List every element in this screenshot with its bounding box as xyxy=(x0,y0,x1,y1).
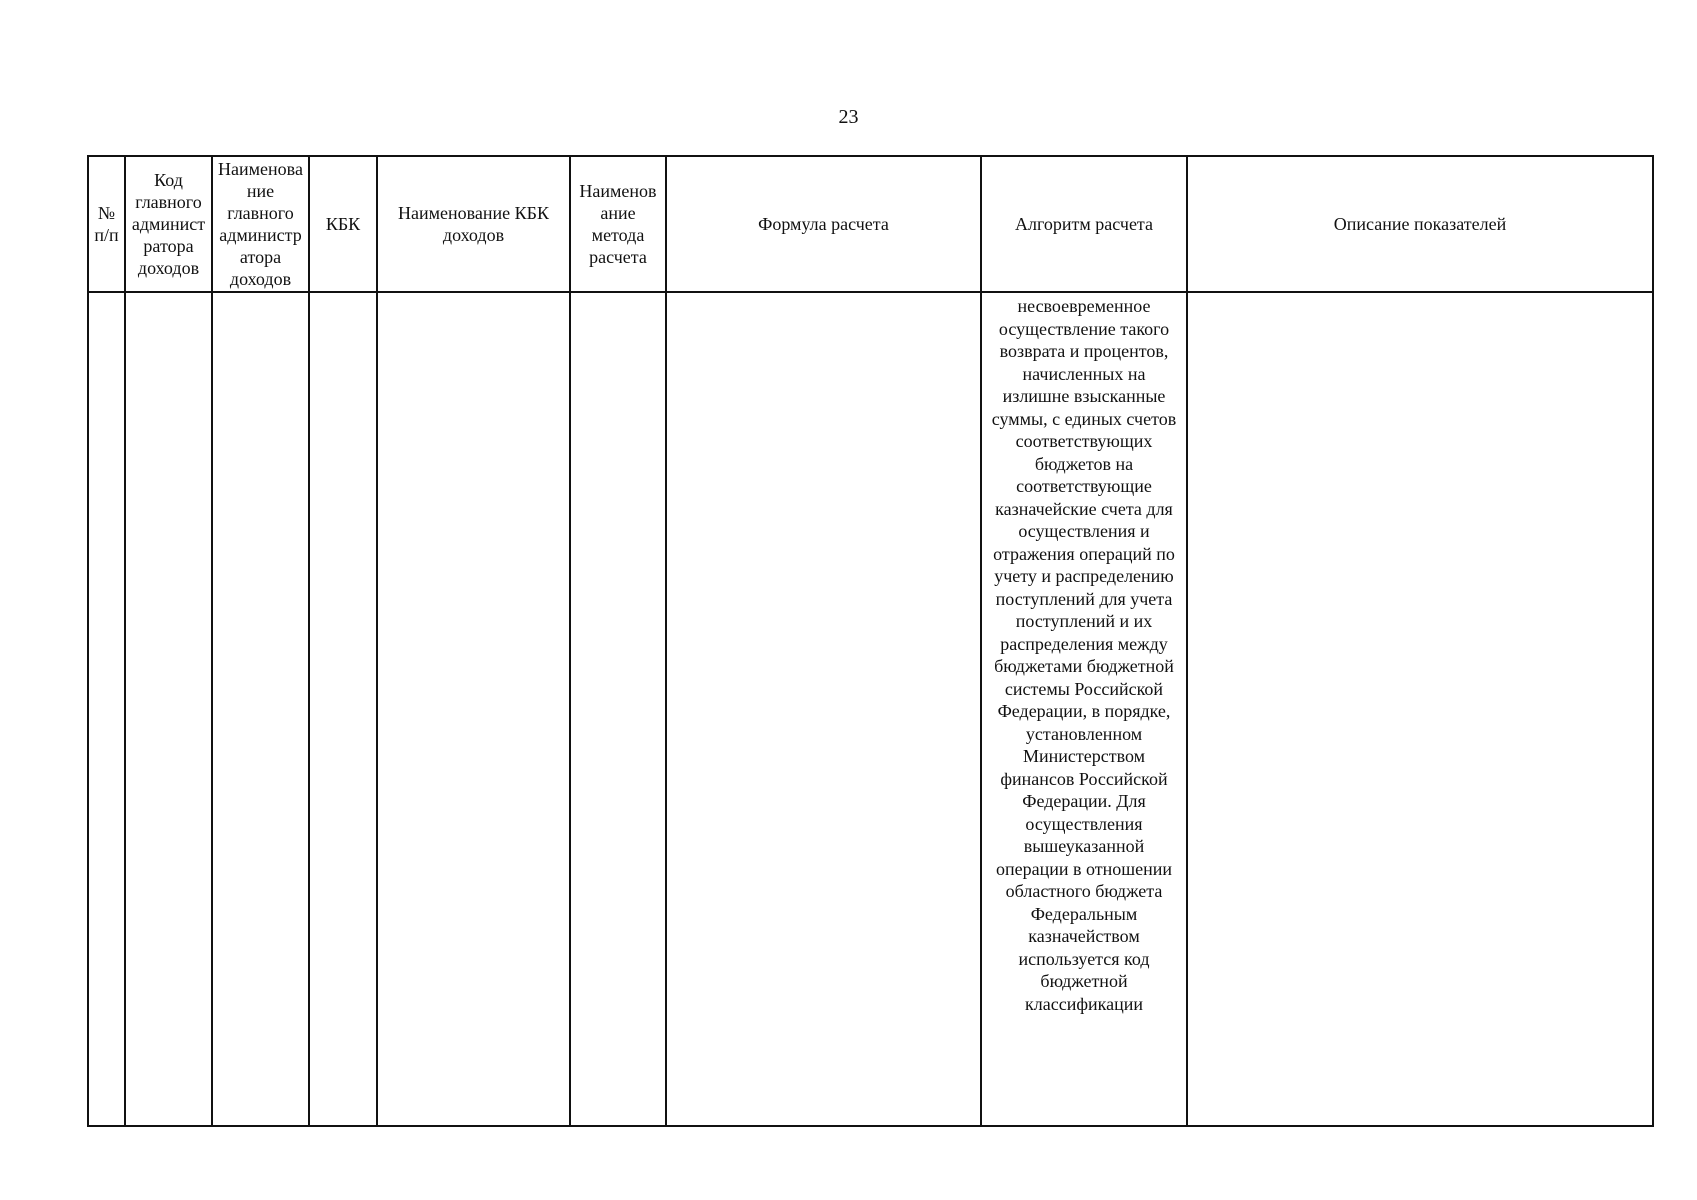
header-cell-kbk-name xyxy=(377,156,570,292)
header-admin-code-label: Код главного админист ратора доходов xyxy=(131,170,206,278)
cell-method-name xyxy=(570,292,666,1126)
algorithm-text: несвоевременное осуществление такого возврата и процентов, начисленных на излишне взысканные суммы, с единых счетов соответствующих бюджетов на соответствующие казначейские счета для осуществления и отражения операций по учету и распределению поступлений для учета поступлений и их распределения между бюджетами бюджетной системы Российской Федерации, в порядке, установленном Министерством финансов Российской Федерации. Для осуществления вышеуказанной операции в отношении областного бюджета Федеральным казначейством используется код бюджетной классификации xyxy=(991,296,1177,1014)
cell-admin-name xyxy=(212,292,309,1126)
header-cell-method-name xyxy=(570,156,666,292)
cell-algorithm xyxy=(981,292,1187,1126)
header-cell-admin-name xyxy=(212,156,309,292)
table-header-row xyxy=(88,156,1653,292)
header-cell-admin-code xyxy=(125,156,212,292)
header-description-label: Описание показателей xyxy=(1333,214,1507,234)
cell-kbk xyxy=(309,292,377,1126)
header-cell-formula xyxy=(666,156,981,292)
table-row xyxy=(88,292,1653,1126)
header-admin-name-label: Наименова ние главного администр атора доходов xyxy=(218,159,303,289)
cell-admin-code xyxy=(125,292,212,1126)
cell-formula xyxy=(666,292,981,1126)
header-cell-description xyxy=(1187,156,1653,292)
header-kbk-label: КБК xyxy=(325,214,361,234)
cell-kbk-name xyxy=(377,292,570,1126)
header-cell-kbk xyxy=(309,156,377,292)
page-number: 23 xyxy=(838,106,859,128)
header-cell-num xyxy=(88,156,125,292)
header-method-name-label: Наименов ание метода расчета xyxy=(579,181,657,267)
header-cell-algorithm xyxy=(981,156,1187,292)
header-formula-label: Формула расчета xyxy=(758,214,889,234)
header-algorithm-label: Алгоритм расчета xyxy=(1014,214,1154,234)
cell-num xyxy=(88,292,125,1126)
header-num-label: № п/п xyxy=(94,203,119,245)
revenue-calculation-table xyxy=(87,155,1654,1127)
cell-description xyxy=(1187,292,1653,1126)
header-kbk-name-label: Наименование КБК доходов xyxy=(398,203,549,245)
